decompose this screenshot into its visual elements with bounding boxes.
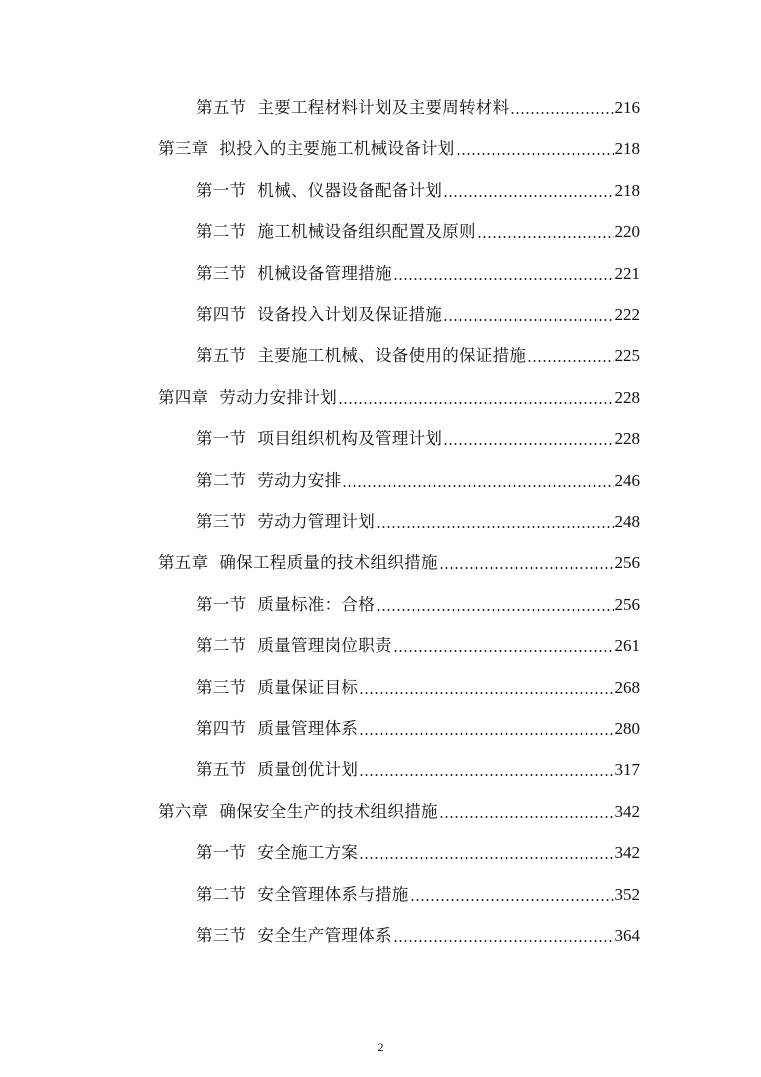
toc-entry[interactable] bbox=[196, 630, 640, 656]
toc-entry[interactable] bbox=[158, 796, 640, 822]
toc-entry-title: 质量管理岗位职责 bbox=[257, 636, 392, 655]
toc-entry-title: 施工机械设备组织配置及原则 bbox=[257, 222, 476, 241]
toc-entry-page: 222 bbox=[614, 305, 640, 324]
toc-entry[interactable] bbox=[196, 340, 640, 366]
toc-entry[interactable] bbox=[158, 382, 640, 408]
toc-entry-label: 第五节 bbox=[196, 98, 247, 117]
toc-entry-page: 261 bbox=[614, 636, 640, 655]
toc-entry-page: 248 bbox=[614, 512, 640, 531]
toc-entry-label: 第一节 bbox=[196, 595, 247, 614]
toc-entry-page: 342 bbox=[614, 802, 640, 821]
toc-entry-page: 216 bbox=[614, 98, 640, 117]
dot-leader bbox=[359, 692, 613, 694]
toc-entry-page: 342 bbox=[614, 843, 640, 862]
dot-leader bbox=[443, 195, 613, 197]
toc-entry[interactable] bbox=[196, 216, 640, 242]
toc-entry-title: 主要工程材料计划及主要周转材料 bbox=[257, 98, 510, 117]
toc-entry-title: 质量创优计划 bbox=[257, 760, 359, 779]
toc-entry-label: 第四节 bbox=[196, 719, 247, 738]
toc-entry-title: 拟投入的主要施工机械设备计划 bbox=[219, 139, 455, 158]
toc-entry-label: 第四章 bbox=[158, 388, 209, 407]
page-number: 2 bbox=[377, 1040, 384, 1054]
toc-entry[interactable] bbox=[196, 92, 640, 118]
toc-entry-label: 第三章 bbox=[158, 139, 209, 158]
dot-leader bbox=[456, 153, 614, 155]
toc-entry-label: 第一节 bbox=[196, 429, 247, 448]
toc-entry-page: 317 bbox=[614, 760, 640, 779]
toc-entry-title: 设备投入计划及保证措施 bbox=[257, 305, 443, 324]
toc-entry-page: 256 bbox=[614, 595, 640, 614]
dot-leader bbox=[342, 485, 613, 487]
toc-entry[interactable] bbox=[196, 258, 640, 284]
dot-leader bbox=[393, 278, 614, 280]
toc-entry[interactable] bbox=[158, 133, 640, 159]
toc-entry-title: 确保工程质量的技术组织措施 bbox=[219, 553, 438, 572]
dot-leader bbox=[439, 567, 614, 569]
toc-entry[interactable] bbox=[196, 920, 640, 946]
toc-entry-page: 221 bbox=[614, 264, 640, 283]
dot-leader bbox=[393, 940, 614, 942]
toc-entry-label: 第五节 bbox=[196, 346, 247, 365]
dot-leader bbox=[359, 857, 613, 859]
toc-entry-page: 352 bbox=[614, 885, 640, 904]
toc-entry[interactable] bbox=[196, 465, 640, 491]
toc-entry-label: 第三节 bbox=[196, 678, 247, 697]
dot-leader bbox=[376, 609, 613, 611]
toc-entry-title: 安全施工方案 bbox=[257, 843, 359, 862]
toc-entry[interactable] bbox=[196, 589, 640, 615]
toc-entry[interactable] bbox=[196, 713, 640, 739]
toc-entry-title: 质量保证目标 bbox=[257, 678, 359, 697]
toc-entry-page: 246 bbox=[614, 471, 640, 490]
toc-entry-title: 劳动力安排 bbox=[257, 471, 342, 490]
dot-leader bbox=[359, 774, 613, 776]
dot-leader bbox=[393, 650, 614, 652]
toc-entry-title: 安全管理体系与措施 bbox=[257, 885, 409, 904]
toc-entry-label: 第五节 bbox=[196, 760, 247, 779]
toc-entry[interactable] bbox=[196, 879, 640, 905]
toc-entry-title: 安全生产管理体系 bbox=[257, 926, 392, 945]
dot-leader bbox=[443, 443, 613, 445]
toc-entry-label: 第三节 bbox=[196, 264, 247, 283]
toc-entry-title: 项目组织机构及管理计划 bbox=[257, 429, 443, 448]
toc-entry-label: 第一节 bbox=[196, 181, 247, 200]
toc-entry-label: 第二节 bbox=[196, 885, 247, 904]
toc-entry-page: 280 bbox=[614, 719, 640, 738]
dot-leader bbox=[376, 526, 613, 528]
toc-entry-page: 268 bbox=[614, 678, 640, 697]
dot-leader bbox=[477, 236, 614, 238]
toc-entry-label: 第四节 bbox=[196, 305, 247, 324]
toc-entry-title: 确保安全生产的技术组织措施 bbox=[219, 802, 438, 821]
dot-leader bbox=[439, 816, 614, 818]
toc-entry-page: 218 bbox=[614, 139, 640, 158]
toc-entry-label: 第六章 bbox=[158, 802, 209, 821]
dot-leader bbox=[338, 402, 613, 404]
toc-entry-title: 劳动力管理计划 bbox=[257, 512, 376, 531]
toc-entry-label: 第五章 bbox=[158, 553, 209, 572]
toc-entry-page: 228 bbox=[614, 388, 640, 407]
dot-leader bbox=[359, 733, 613, 735]
toc-entry-title: 机械、仪器设备配备计划 bbox=[257, 181, 443, 200]
toc-entry[interactable] bbox=[196, 299, 640, 325]
toc-entry-page: 220 bbox=[614, 222, 640, 241]
toc-entry[interactable] bbox=[196, 754, 640, 780]
toc-entry[interactable] bbox=[196, 423, 640, 449]
toc-entry-label: 第二节 bbox=[196, 471, 247, 490]
toc-entry-title: 主要施工机械、设备使用的保证措施 bbox=[257, 346, 527, 365]
toc-entry[interactable] bbox=[196, 837, 640, 863]
dot-leader bbox=[527, 360, 613, 362]
toc-entry-page: 225 bbox=[614, 346, 640, 365]
toc-entry-title: 劳动力安排计划 bbox=[219, 388, 338, 407]
toc-entry[interactable] bbox=[196, 506, 640, 532]
toc-entry-title: 机械设备管理措施 bbox=[257, 264, 392, 283]
toc-entry-label: 第三节 bbox=[196, 512, 247, 531]
dot-leader bbox=[443, 319, 613, 321]
dot-leader bbox=[410, 899, 614, 901]
toc-entry-label: 第二节 bbox=[196, 222, 247, 241]
toc-entry-page: 218 bbox=[614, 181, 640, 200]
toc-entry-page: 228 bbox=[614, 429, 640, 448]
toc-entry[interactable] bbox=[196, 175, 640, 201]
toc-entry[interactable] bbox=[158, 547, 640, 573]
toc-entry[interactable] bbox=[196, 672, 640, 698]
dot-leader bbox=[510, 112, 613, 114]
toc-entry-label: 第三节 bbox=[196, 926, 247, 945]
toc-entry-label: 第二节 bbox=[196, 636, 247, 655]
toc-entry-label: 第一节 bbox=[196, 843, 247, 862]
toc-entry-page: 364 bbox=[614, 926, 640, 945]
toc-entry-title: 质量标准：合格 bbox=[257, 595, 376, 614]
toc-entry-page: 256 bbox=[614, 553, 640, 572]
toc-entry-title: 质量管理体系 bbox=[257, 719, 359, 738]
